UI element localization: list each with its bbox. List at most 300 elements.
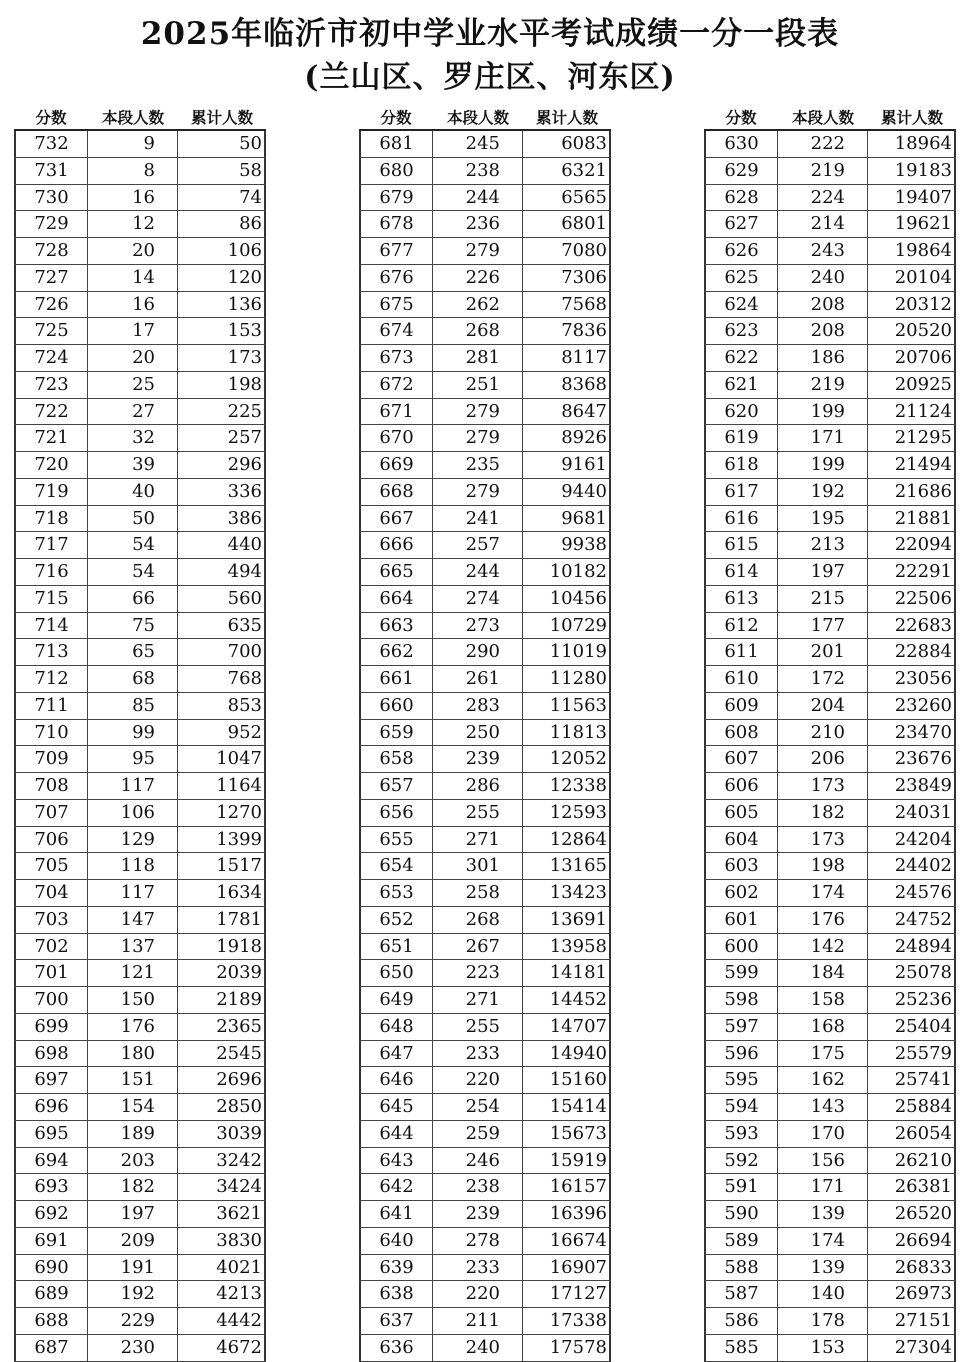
segment-count-cell: 175 bbox=[778, 1041, 868, 1067]
cumulative-count-cell: 4672 bbox=[178, 1335, 266, 1361]
segment-count-cell: 240 bbox=[778, 265, 868, 291]
score-cell: 639 bbox=[359, 1255, 433, 1281]
cumulative-count-cell: 635 bbox=[178, 613, 266, 639]
table-row bbox=[359, 238, 611, 265]
cumulative-count-cell: 225 bbox=[178, 399, 266, 425]
score-cell: 673 bbox=[359, 345, 433, 371]
table-row bbox=[359, 292, 611, 319]
score-cell: 678 bbox=[359, 211, 433, 237]
segment-count-cell: 224 bbox=[778, 185, 868, 211]
cumulative-count-cell: 12864 bbox=[523, 827, 611, 853]
table-row bbox=[359, 1014, 611, 1041]
score-cell: 651 bbox=[359, 934, 433, 960]
cumulative-count-cell: 24752 bbox=[868, 907, 956, 933]
header-score: 分数 bbox=[725, 108, 757, 127]
segment-count-cell: 20 bbox=[88, 238, 178, 264]
segment-count-cell: 170 bbox=[778, 1121, 868, 1147]
score-cell: 620 bbox=[704, 399, 778, 425]
cumulative-count-cell: 7836 bbox=[523, 318, 611, 344]
table-row bbox=[704, 265, 956, 292]
segment-count-cell: 208 bbox=[778, 292, 868, 318]
segment-count-cell: 129 bbox=[88, 827, 178, 853]
table-row bbox=[704, 934, 956, 961]
header-segment-count: 本段人数 bbox=[791, 108, 854, 127]
cumulative-count-cell: 952 bbox=[178, 720, 266, 746]
table-row bbox=[359, 800, 611, 827]
page-subtitle: (兰山区、罗庄区、河东区) bbox=[304, 60, 676, 95]
segment-count-cell: 254 bbox=[433, 1094, 523, 1120]
segment-count-cell: 39 bbox=[88, 452, 178, 478]
segment-count-cell: 206 bbox=[778, 746, 868, 772]
cumulative-count-cell: 13958 bbox=[523, 934, 611, 960]
segment-count-cell: 174 bbox=[778, 1228, 868, 1254]
score-cell: 608 bbox=[704, 720, 778, 746]
segment-count-cell: 117 bbox=[88, 773, 178, 799]
score-cell: 674 bbox=[359, 318, 433, 344]
segment-count-cell: 189 bbox=[88, 1121, 178, 1147]
segment-count-cell: 220 bbox=[433, 1281, 523, 1307]
cumulative-count-cell: 2850 bbox=[178, 1094, 266, 1120]
cumulative-count-cell: 853 bbox=[178, 693, 266, 719]
cumulative-count-cell: 19407 bbox=[868, 185, 956, 211]
table-row bbox=[14, 131, 266, 158]
table-row bbox=[14, 1121, 266, 1148]
table-row bbox=[359, 586, 611, 613]
score-cell: 680 bbox=[359, 158, 433, 184]
table-row bbox=[359, 880, 611, 907]
table-row bbox=[14, 452, 266, 479]
table-row bbox=[359, 158, 611, 185]
score-cell: 647 bbox=[359, 1041, 433, 1067]
score-cell: 587 bbox=[704, 1281, 778, 1307]
cumulative-count-cell: 19183 bbox=[868, 158, 956, 184]
table-row bbox=[704, 532, 956, 559]
cumulative-count-cell: 7568 bbox=[523, 292, 611, 318]
segment-count-cell: 208 bbox=[778, 318, 868, 344]
cumulative-count-cell: 20706 bbox=[868, 345, 956, 371]
score-cell: 586 bbox=[704, 1308, 778, 1334]
table-row bbox=[14, 746, 266, 773]
table-row bbox=[359, 1335, 611, 1362]
score-cell: 717 bbox=[14, 532, 88, 558]
segment-count-cell: 259 bbox=[433, 1121, 523, 1147]
table-row bbox=[704, 720, 956, 747]
table-row bbox=[14, 800, 266, 827]
segment-count-cell: 219 bbox=[778, 158, 868, 184]
score-cell: 695 bbox=[14, 1121, 88, 1147]
score-cell: 715 bbox=[14, 586, 88, 612]
segment-count-cell: 271 bbox=[433, 987, 523, 1013]
score-cell: 645 bbox=[359, 1094, 433, 1120]
segment-count-cell: 215 bbox=[778, 586, 868, 612]
table-row bbox=[14, 1255, 266, 1282]
segment-count-cell: 40 bbox=[88, 479, 178, 505]
table-row bbox=[704, 586, 956, 613]
segment-count-cell: 201 bbox=[778, 639, 868, 665]
cumulative-count-cell: 1781 bbox=[178, 907, 266, 933]
score-cell: 711 bbox=[14, 693, 88, 719]
table-row bbox=[14, 960, 266, 987]
table-row bbox=[704, 1335, 956, 1362]
table-row bbox=[14, 934, 266, 961]
segment-count-cell: 261 bbox=[433, 666, 523, 692]
table-row bbox=[359, 853, 611, 880]
header-cumulative-count: 累计人数 bbox=[535, 108, 598, 127]
table-row bbox=[14, 1094, 266, 1121]
table-row bbox=[704, 1067, 956, 1094]
table-row bbox=[14, 185, 266, 212]
segment-count-cell: 195 bbox=[778, 506, 868, 532]
cumulative-count-cell: 20104 bbox=[868, 265, 956, 291]
table-row bbox=[704, 960, 956, 987]
score-cell: 704 bbox=[14, 880, 88, 906]
segment-count-cell: 281 bbox=[433, 345, 523, 371]
table-row bbox=[359, 372, 611, 399]
score-table-2 bbox=[359, 104, 611, 1362]
score-cell: 616 bbox=[704, 506, 778, 532]
cumulative-count-cell: 9938 bbox=[523, 532, 611, 558]
segment-count-cell: 209 bbox=[88, 1228, 178, 1254]
cumulative-count-cell: 440 bbox=[178, 532, 266, 558]
cumulative-count-cell: 11280 bbox=[523, 666, 611, 692]
score-cell: 594 bbox=[704, 1094, 778, 1120]
score-cell: 672 bbox=[359, 372, 433, 398]
segment-count-cell: 197 bbox=[778, 559, 868, 585]
score-cell: 654 bbox=[359, 853, 433, 879]
table-row bbox=[359, 1067, 611, 1094]
cumulative-count-cell: 11813 bbox=[523, 720, 611, 746]
table-row bbox=[704, 800, 956, 827]
score-cell: 694 bbox=[14, 1148, 88, 1174]
table-row bbox=[704, 452, 956, 479]
score-cell: 665 bbox=[359, 559, 433, 585]
cumulative-count-cell: 58 bbox=[178, 158, 266, 184]
table-row bbox=[359, 318, 611, 345]
segment-count-cell: 230 bbox=[88, 1335, 178, 1361]
score-cell: 644 bbox=[359, 1121, 433, 1147]
segment-count-cell: 121 bbox=[88, 960, 178, 986]
cumulative-count-cell: 14452 bbox=[523, 987, 611, 1013]
score-cell: 610 bbox=[704, 666, 778, 692]
segment-count-cell: 244 bbox=[433, 185, 523, 211]
table-row bbox=[14, 853, 266, 880]
table-row bbox=[14, 827, 266, 854]
score-cell: 688 bbox=[14, 1308, 88, 1334]
segment-count-cell: 279 bbox=[433, 479, 523, 505]
segment-count-cell: 154 bbox=[88, 1094, 178, 1120]
score-cell: 669 bbox=[359, 452, 433, 478]
segment-count-cell: 220 bbox=[433, 1067, 523, 1093]
segment-count-cell: 279 bbox=[433, 238, 523, 264]
segment-count-cell: 279 bbox=[433, 399, 523, 425]
score-cell: 592 bbox=[704, 1148, 778, 1174]
score-cell: 727 bbox=[14, 265, 88, 291]
cumulative-count-cell: 15673 bbox=[523, 1121, 611, 1147]
segment-count-cell: 16 bbox=[88, 185, 178, 211]
segment-count-cell: 65 bbox=[88, 639, 178, 665]
segment-count-cell: 210 bbox=[778, 720, 868, 746]
score-cell: 708 bbox=[14, 773, 88, 799]
table-row bbox=[704, 1094, 956, 1121]
score-cell: 653 bbox=[359, 880, 433, 906]
segment-count-cell: 286 bbox=[433, 773, 523, 799]
header-cumulative-count: 累计人数 bbox=[190, 108, 253, 127]
cumulative-count-cell: 20925 bbox=[868, 372, 956, 398]
score-cell: 622 bbox=[704, 345, 778, 371]
score-cell: 642 bbox=[359, 1174, 433, 1200]
segment-count-cell: 198 bbox=[778, 853, 868, 879]
segment-count-cell: 279 bbox=[433, 425, 523, 451]
cumulative-count-cell: 3830 bbox=[178, 1228, 266, 1254]
table-row bbox=[704, 987, 956, 1014]
cumulative-count-cell: 26210 bbox=[868, 1148, 956, 1174]
segment-count-cell: 243 bbox=[778, 238, 868, 264]
cumulative-count-cell: 2039 bbox=[178, 960, 266, 986]
segment-count-cell: 244 bbox=[433, 559, 523, 585]
segment-count-cell: 17 bbox=[88, 318, 178, 344]
table-row bbox=[359, 1308, 611, 1335]
cumulative-count-cell: 27151 bbox=[868, 1308, 956, 1334]
cumulative-count-cell: 14940 bbox=[523, 1041, 611, 1067]
table-row bbox=[14, 399, 266, 426]
cumulative-count-cell: 26833 bbox=[868, 1255, 956, 1281]
cumulative-count-cell: 6801 bbox=[523, 211, 611, 237]
cumulative-count-cell: 198 bbox=[178, 372, 266, 398]
cumulative-count-cell: 19621 bbox=[868, 211, 956, 237]
cumulative-count-cell: 6565 bbox=[523, 185, 611, 211]
cumulative-count-cell: 86 bbox=[178, 211, 266, 237]
table-row bbox=[704, 1201, 956, 1228]
segment-count-cell: 199 bbox=[778, 452, 868, 478]
table-row bbox=[14, 506, 266, 533]
segment-count-cell: 255 bbox=[433, 1014, 523, 1040]
score-table-1 bbox=[14, 104, 266, 1362]
table-row bbox=[704, 853, 956, 880]
cumulative-count-cell: 120 bbox=[178, 265, 266, 291]
table-row bbox=[704, 1281, 956, 1308]
segment-count-cell: 219 bbox=[778, 372, 868, 398]
segment-count-cell: 186 bbox=[778, 345, 868, 371]
cumulative-count-cell: 21881 bbox=[868, 506, 956, 532]
table-row bbox=[14, 479, 266, 506]
score-cell: 595 bbox=[704, 1067, 778, 1093]
cumulative-count-cell: 6083 bbox=[523, 131, 611, 157]
cumulative-count-cell: 14181 bbox=[523, 960, 611, 986]
cumulative-count-cell: 24031 bbox=[868, 800, 956, 826]
cumulative-count-cell: 296 bbox=[178, 452, 266, 478]
table-row bbox=[359, 1094, 611, 1121]
cumulative-count-cell: 12593 bbox=[523, 800, 611, 826]
segment-count-cell: 235 bbox=[433, 452, 523, 478]
score-cell: 628 bbox=[704, 185, 778, 211]
score-cell: 702 bbox=[14, 934, 88, 960]
segment-count-cell: 239 bbox=[433, 1201, 523, 1227]
score-cell: 667 bbox=[359, 506, 433, 532]
score-cell: 603 bbox=[704, 853, 778, 879]
score-cell: 681 bbox=[359, 131, 433, 157]
cumulative-count-cell: 25236 bbox=[868, 987, 956, 1013]
cumulative-count-cell: 23260 bbox=[868, 693, 956, 719]
cumulative-count-cell: 13691 bbox=[523, 907, 611, 933]
segment-count-cell: 192 bbox=[88, 1281, 178, 1307]
score-cell: 679 bbox=[359, 185, 433, 211]
cumulative-count-cell: 4021 bbox=[178, 1255, 266, 1281]
table-row bbox=[704, 827, 956, 854]
cumulative-count-cell: 50 bbox=[178, 131, 266, 157]
score-cell: 660 bbox=[359, 693, 433, 719]
segment-count-cell: 283 bbox=[433, 693, 523, 719]
segment-count-cell: 117 bbox=[88, 880, 178, 906]
cumulative-count-cell: 136 bbox=[178, 292, 266, 318]
segment-count-cell: 54 bbox=[88, 559, 178, 585]
score-cell: 643 bbox=[359, 1148, 433, 1174]
segment-count-cell: 250 bbox=[433, 720, 523, 746]
segment-count-cell: 139 bbox=[778, 1201, 868, 1227]
table-row bbox=[359, 479, 611, 506]
table-row bbox=[359, 559, 611, 586]
score-cell: 659 bbox=[359, 720, 433, 746]
cumulative-count-cell: 22094 bbox=[868, 532, 956, 558]
table-row bbox=[14, 318, 266, 345]
table-row bbox=[704, 292, 956, 319]
cumulative-count-cell: 336 bbox=[178, 479, 266, 505]
segment-count-cell: 273 bbox=[433, 613, 523, 639]
cumulative-count-cell: 9681 bbox=[523, 506, 611, 532]
table-row bbox=[14, 1228, 266, 1255]
segment-count-cell: 203 bbox=[88, 1148, 178, 1174]
table-row bbox=[359, 506, 611, 533]
score-cell: 689 bbox=[14, 1281, 88, 1307]
cumulative-count-cell: 21295 bbox=[868, 425, 956, 451]
score-cell: 641 bbox=[359, 1201, 433, 1227]
table-row bbox=[704, 506, 956, 533]
table-row bbox=[704, 666, 956, 693]
segment-count-cell: 223 bbox=[433, 960, 523, 986]
table-row bbox=[359, 1228, 611, 1255]
table-row bbox=[359, 1174, 611, 1201]
segment-count-cell: 178 bbox=[778, 1308, 868, 1334]
score-cell: 676 bbox=[359, 265, 433, 291]
segment-count-cell: 139 bbox=[778, 1255, 868, 1281]
score-cell: 621 bbox=[704, 372, 778, 398]
score-cell: 687 bbox=[14, 1335, 88, 1361]
table-row bbox=[704, 559, 956, 586]
segment-count-cell: 172 bbox=[778, 666, 868, 692]
score-cell: 636 bbox=[359, 1335, 433, 1361]
segment-count-cell: 177 bbox=[778, 613, 868, 639]
cumulative-count-cell: 8926 bbox=[523, 425, 611, 451]
cumulative-count-cell: 1047 bbox=[178, 746, 266, 772]
table-row bbox=[704, 479, 956, 506]
segment-count-cell: 32 bbox=[88, 425, 178, 451]
cumulative-count-cell: 21686 bbox=[868, 479, 956, 505]
cumulative-count-cell: 16157 bbox=[523, 1174, 611, 1200]
segment-count-cell: 54 bbox=[88, 532, 178, 558]
table-row bbox=[359, 1148, 611, 1175]
cumulative-count-cell: 494 bbox=[178, 559, 266, 585]
table-row bbox=[704, 907, 956, 934]
header-cumulative-count: 累计人数 bbox=[880, 108, 943, 127]
table-row bbox=[14, 425, 266, 452]
segment-count-cell: 238 bbox=[433, 1174, 523, 1200]
table-row bbox=[359, 827, 611, 854]
segment-count-cell: 173 bbox=[778, 773, 868, 799]
cumulative-count-cell: 21124 bbox=[868, 399, 956, 425]
table-row bbox=[359, 907, 611, 934]
segment-count-cell: 171 bbox=[778, 1174, 868, 1200]
header-score: 分数 bbox=[35, 108, 67, 127]
table-row bbox=[704, 131, 956, 158]
score-cell: 731 bbox=[14, 158, 88, 184]
score-cell: 668 bbox=[359, 479, 433, 505]
cumulative-count-cell: 20520 bbox=[868, 318, 956, 344]
segment-count-cell: 68 bbox=[88, 666, 178, 692]
cumulative-count-cell: 74 bbox=[178, 185, 266, 211]
score-cell: 658 bbox=[359, 746, 433, 772]
table-row bbox=[359, 746, 611, 773]
score-cell: 646 bbox=[359, 1067, 433, 1093]
table-row bbox=[704, 1014, 956, 1041]
score-cell: 666 bbox=[359, 532, 433, 558]
segment-count-cell: 156 bbox=[778, 1148, 868, 1174]
score-cell: 693 bbox=[14, 1174, 88, 1200]
segment-count-cell: 14 bbox=[88, 265, 178, 291]
cumulative-count-cell: 1918 bbox=[178, 934, 266, 960]
segment-count-cell: 12 bbox=[88, 211, 178, 237]
cumulative-count-cell: 13165 bbox=[523, 853, 611, 879]
cumulative-count-cell: 15414 bbox=[523, 1094, 611, 1120]
cumulative-count-cell: 26973 bbox=[868, 1281, 956, 1307]
score-cell: 692 bbox=[14, 1201, 88, 1227]
score-cell: 732 bbox=[14, 131, 88, 157]
segment-count-cell: 151 bbox=[88, 1067, 178, 1093]
table-row bbox=[14, 613, 266, 640]
score-cell: 671 bbox=[359, 399, 433, 425]
table-header bbox=[704, 104, 956, 131]
cumulative-count-cell: 23849 bbox=[868, 773, 956, 799]
segment-count-cell: 301 bbox=[433, 853, 523, 879]
table-row bbox=[14, 1335, 266, 1362]
table-row bbox=[704, 746, 956, 773]
score-cell: 609 bbox=[704, 693, 778, 719]
table-row bbox=[704, 1228, 956, 1255]
score-cell: 606 bbox=[704, 773, 778, 799]
cumulative-count-cell: 25078 bbox=[868, 960, 956, 986]
segment-count-cell: 147 bbox=[88, 907, 178, 933]
cumulative-count-cell: 19864 bbox=[868, 238, 956, 264]
segment-count-cell: 197 bbox=[88, 1201, 178, 1227]
table-row bbox=[359, 1201, 611, 1228]
score-cell: 691 bbox=[14, 1228, 88, 1254]
table-header bbox=[14, 104, 266, 131]
table-row bbox=[359, 987, 611, 1014]
table-row bbox=[704, 425, 956, 452]
table-row bbox=[359, 960, 611, 987]
table-row bbox=[359, 613, 611, 640]
table-row bbox=[704, 639, 956, 666]
table-row bbox=[704, 880, 956, 907]
table-row bbox=[359, 1281, 611, 1308]
table-row bbox=[359, 265, 611, 292]
cumulative-count-cell: 25741 bbox=[868, 1067, 956, 1093]
cumulative-count-cell: 3039 bbox=[178, 1121, 266, 1147]
segment-count-cell: 278 bbox=[433, 1228, 523, 1254]
table-row bbox=[14, 1014, 266, 1041]
score-cell: 723 bbox=[14, 372, 88, 398]
segment-count-cell: 262 bbox=[433, 292, 523, 318]
table-row bbox=[14, 345, 266, 372]
segment-count-cell: 95 bbox=[88, 746, 178, 772]
